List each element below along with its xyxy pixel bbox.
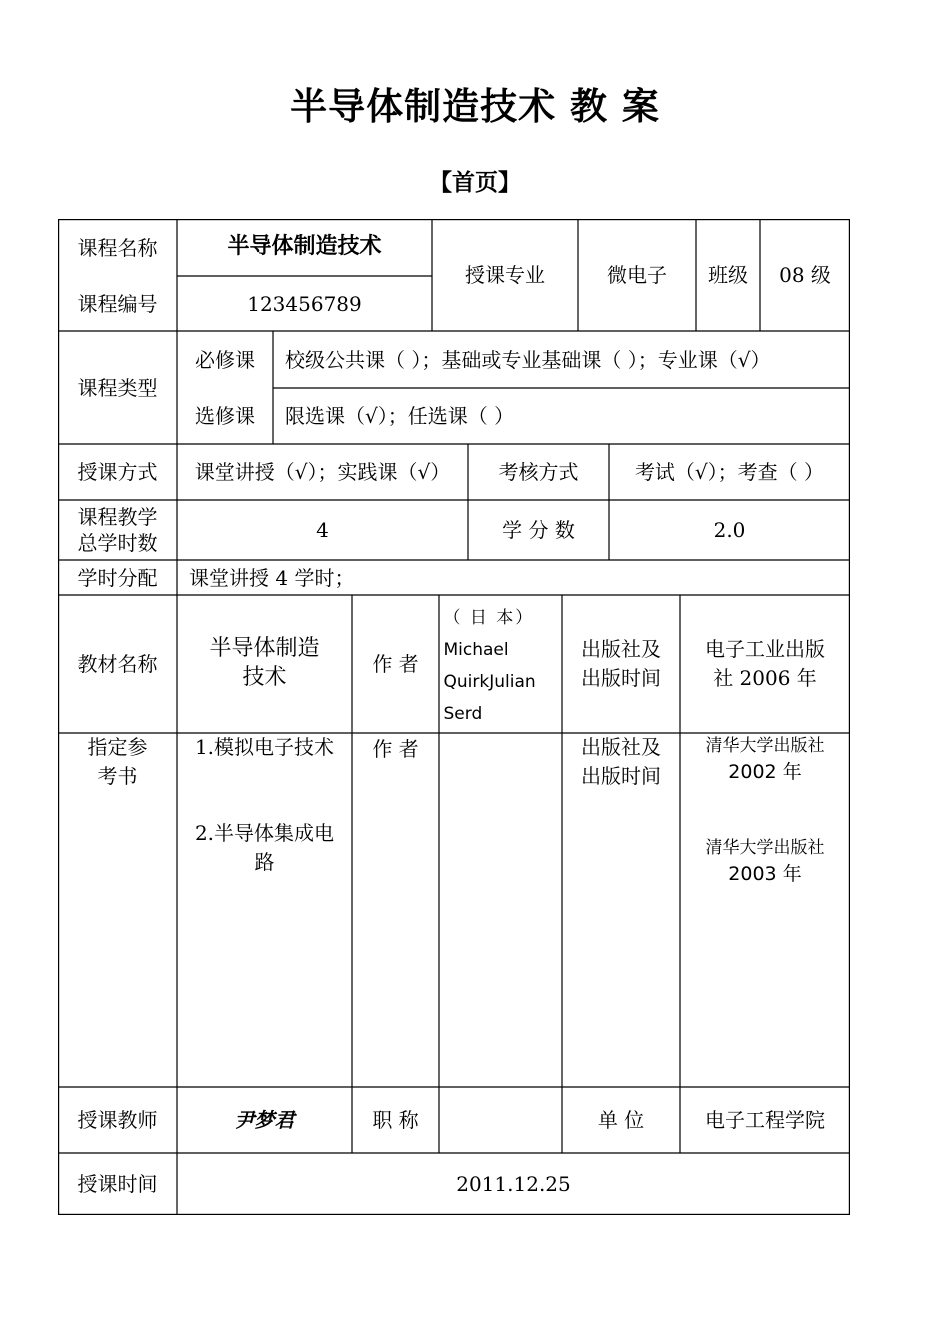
textbook-author-label: 作 者	[372, 652, 419, 676]
elective-value: 限选课（√）；任选课（ ）	[285, 404, 515, 428]
page-subtitle: 【首页】	[429, 170, 521, 196]
hours-value: 4	[316, 518, 329, 542]
class-label: 班级	[708, 263, 748, 287]
teaching-time-label: 授课时间	[77, 1172, 158, 1196]
method-value: 课堂讲授（√）；实践课（√）	[194, 460, 451, 484]
textbook-publisher-value: 电子工业出版社 2006 年	[705, 637, 825, 690]
textbook-author-name: Michael QuirkJulian Serd	[443, 639, 536, 725]
course-name-value: 半导体制造技术	[227, 234, 382, 260]
textbook-publisher-label: 出版社及出版时间	[581, 637, 661, 690]
references-label: 指定参考书	[87, 735, 148, 788]
allocation-value: 课堂讲授 4 学时；	[189, 565, 355, 590]
course-type-label: 课程类型	[77, 375, 158, 400]
teacher-label: 授课教师	[77, 1108, 158, 1132]
reference-pub-1-year: 2002 年	[728, 761, 802, 784]
teacher-title-value	[439, 1087, 562, 1153]
teacher-name: 尹梦君	[234, 1108, 295, 1132]
credits-value: 2.0	[713, 518, 746, 542]
class-value: 08 级	[779, 263, 831, 287]
major-value: 微电子	[607, 263, 667, 287]
credits-label: 学 分 数	[502, 518, 575, 542]
major-label: 授课专业	[465, 263, 545, 287]
method-label: 授课方式	[77, 460, 158, 484]
reference-pub-2-year: 2003 年	[728, 863, 802, 886]
page-title: 半导体制造技术 教 案	[290, 85, 660, 128]
textbook-label: 教材名称	[77, 652, 158, 676]
teacher-title-label: 职 称	[372, 1108, 419, 1132]
course-info-table	[58, 219, 850, 1215]
hours-label: 课程教学总学时数	[77, 505, 158, 555]
teaching-time-value: 2011.12.25	[456, 1172, 571, 1196]
textbook-author	[439, 595, 562, 733]
required-label: 必修课	[195, 347, 255, 372]
references-publisher-label: 出版社及出版时间	[581, 735, 661, 788]
reference-book-1: 1.模拟电子技术	[194, 735, 335, 759]
reference-pub-2-name: 清华大学出版社	[705, 837, 825, 858]
assess-label: 考核方式	[498, 460, 579, 484]
reference-book-2: 2.半导体集成电路	[194, 821, 335, 874]
references-author-label: 作 者	[372, 737, 419, 761]
textbook-name: 半导体制造技术	[209, 636, 320, 690]
teacher-unit-value: 电子工程学院	[705, 1108, 825, 1132]
required-value: 校级公共课（ ）；基础或专业基础课（ ）；专业课（√）	[285, 347, 771, 372]
elective-label: 选修课	[195, 404, 255, 428]
course-code-label: 课程编号	[77, 291, 158, 316]
teacher-unit-label: 单 位	[597, 1108, 645, 1132]
course-name-label: 课程名称	[77, 235, 158, 260]
course-code-value: 123456789	[247, 291, 362, 316]
textbook-author-prefix: （ 日 本）	[443, 607, 535, 628]
allocation-label: 学时分配	[77, 565, 158, 590]
assess-value: 考试（√）；考查（ ）	[634, 460, 825, 484]
references-books	[177, 733, 352, 1087]
reference-pub-1-name: 清华大学出版社	[705, 736, 825, 756]
references-publishers	[680, 733, 850, 1087]
